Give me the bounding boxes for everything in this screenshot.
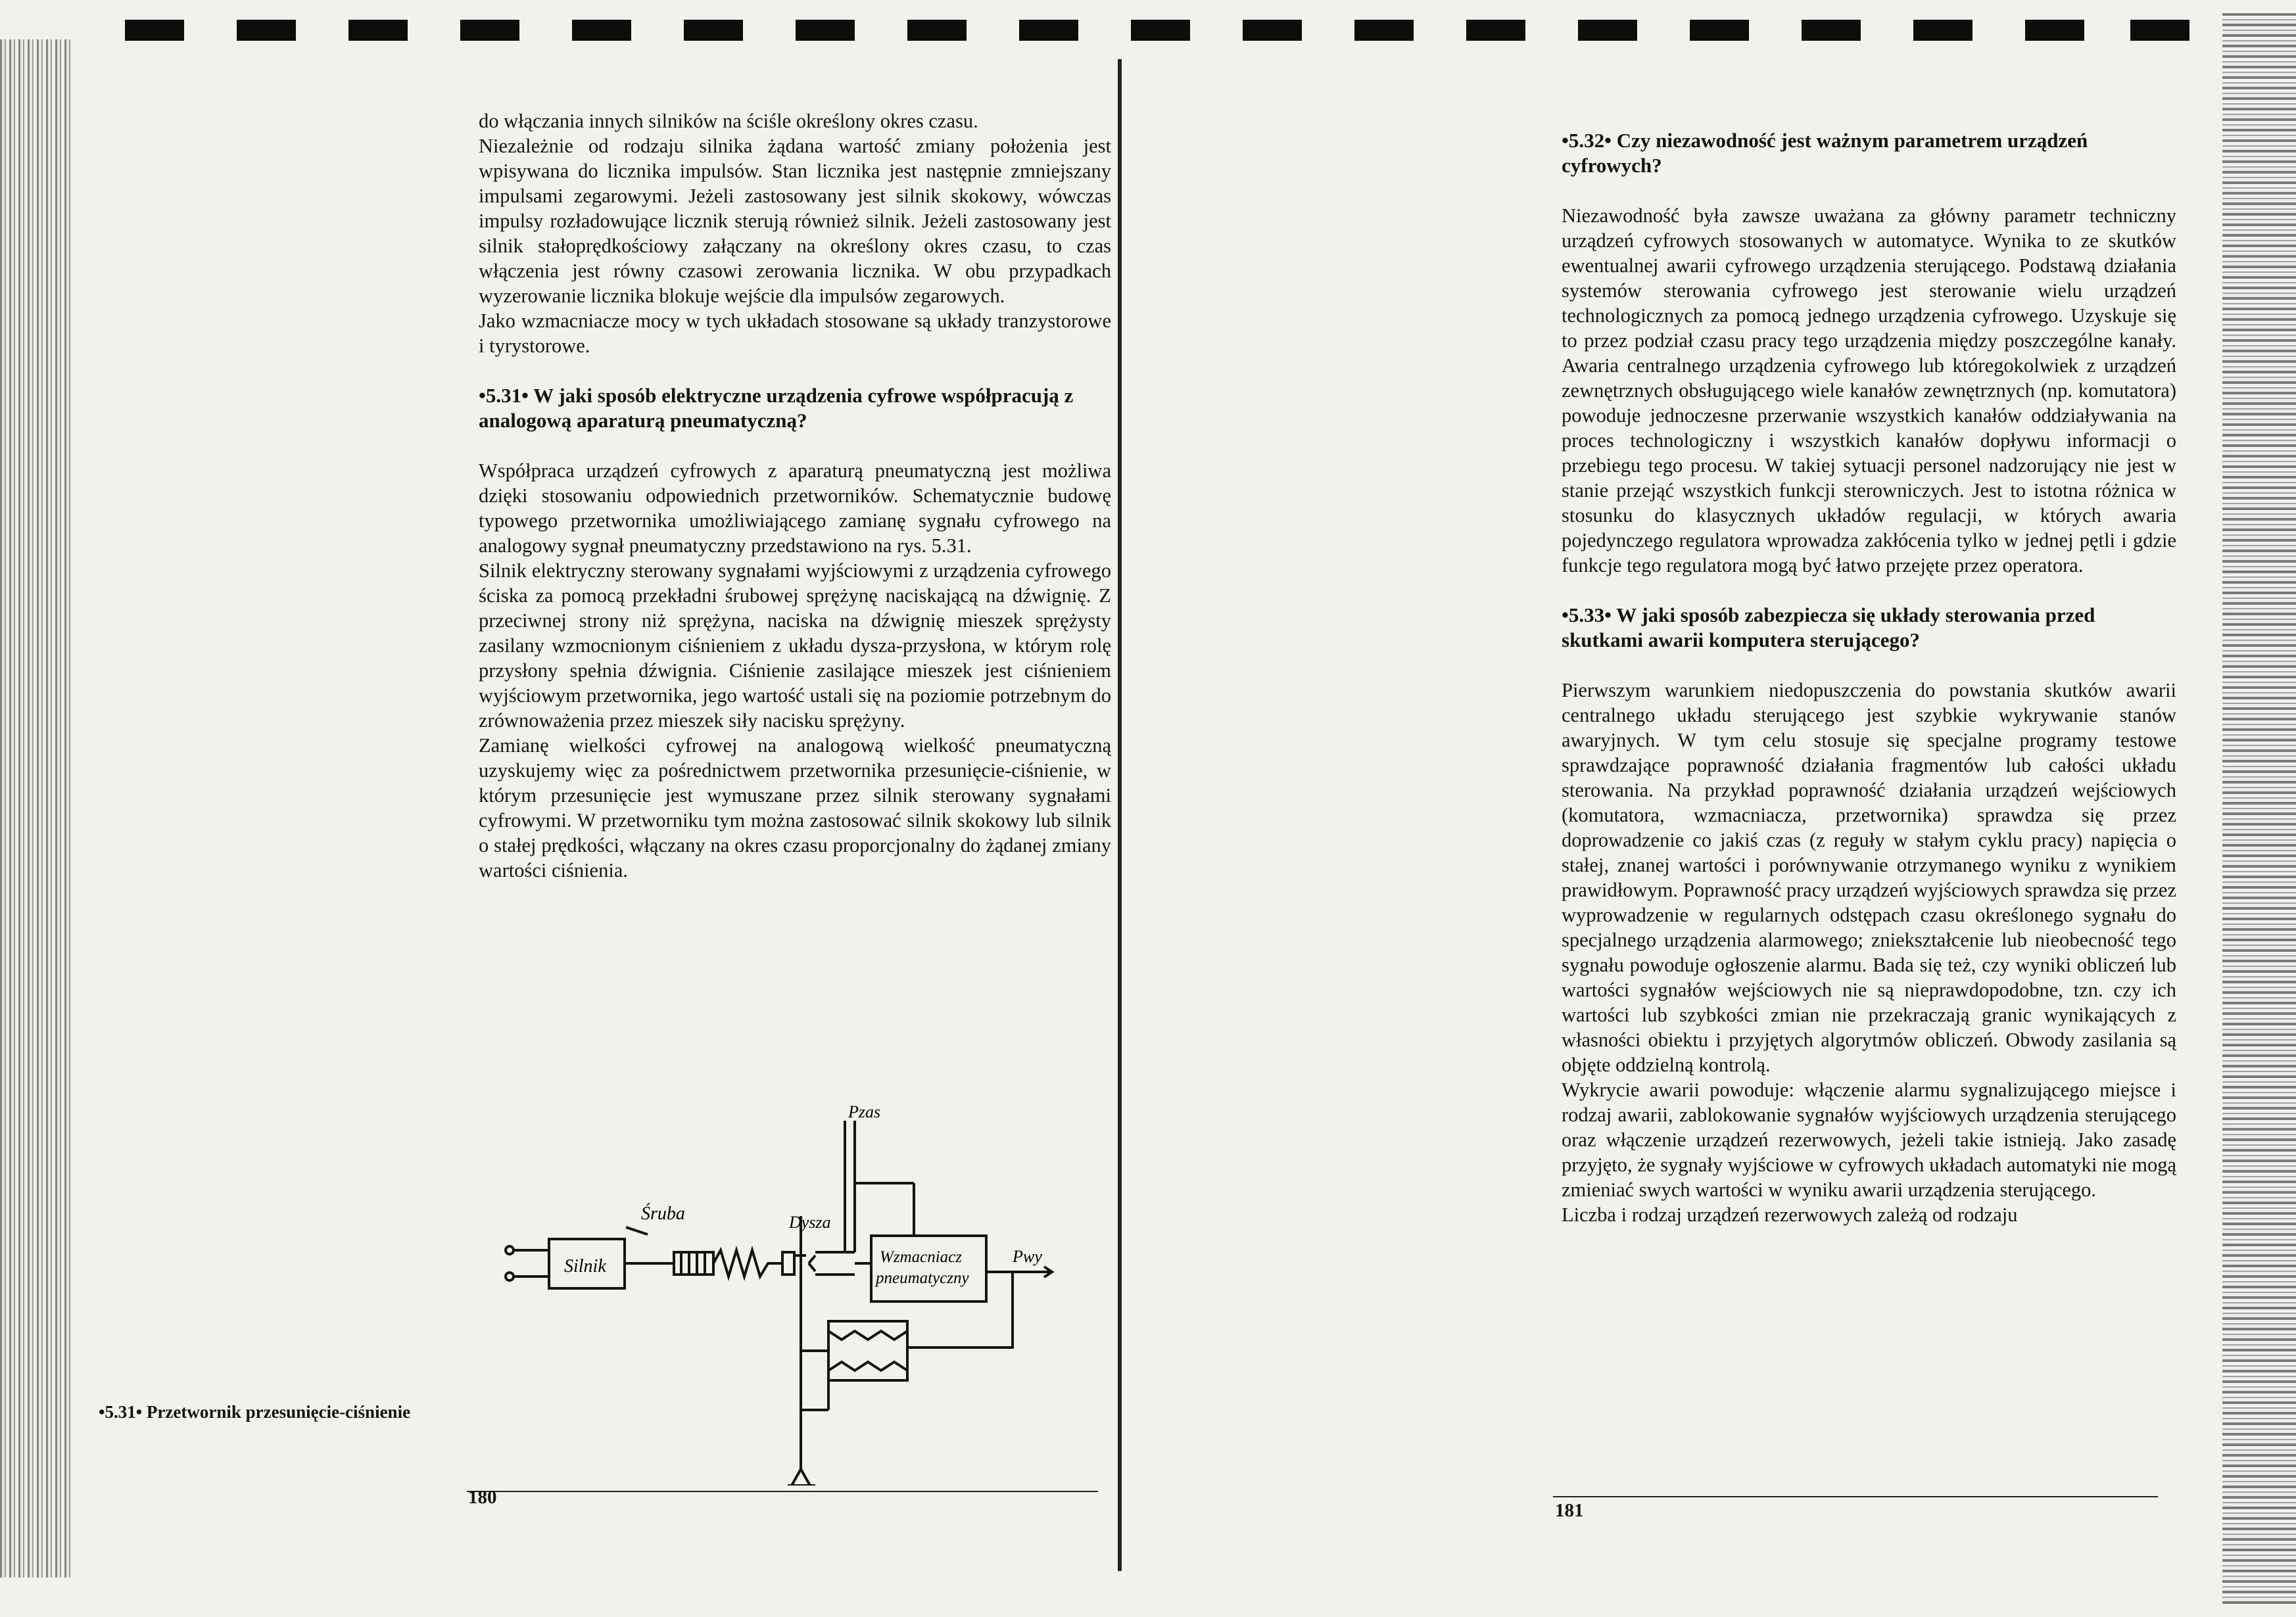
- footer-rule-left: [467, 1491, 1098, 1492]
- paragraph: Pierwszym warunkiem niedopuszczenia do powstania skutków awarii centralnego układu sterującego jest szybkie wykrywanie stanów awaryjnych. W tym celu stosuje się specjalne programy testowe sprawdzające poprawność działania fragmentów lub całości układu sterowania. Na przykład poprawność działania urządzeń wejściowych (komutatora, wzmacniacza, przetwornika) sprawdza się przez doprowadzenie co jakiś czas (z reguły w stałym cyklu pracy) napięcia o stałej, znanej wartości i porównywanie otrzymanego wyniku z wynikiem prawidłowym. Poprawność pracy urządzeń wyjściowych sprawdza się przez wyprowadzenie w regularnych odstępach czasu określonego sygnału do specjalnego urządzenia alarmowego; zniekształcenie lub nieobecność tego sygnału powoduje ogłoszenie alarmu. Bada się też, czy wyniki obliczeń lub wartości sygnałów wejściowych nie są nieprawdopodobne, tzn. czy ich wartości lub szybkości zmian nie przekraczają granic wynikających z własności obiektu i przyjętych algorytmów obliczeń. Obwody zasilania są objęte oddzielną kontrolą.: [1562, 679, 2176, 1076]
- label-sruba: Śruba: [641, 1204, 685, 1224]
- label-p-wy: Pwy: [1013, 1247, 1042, 1266]
- label-dysza: Dysza: [789, 1213, 831, 1232]
- section-heading-5-31: •5.31• W jaki sposób elektryczne urządzenia cyfrowe współpracują z analogową aparaturą pneumatyczną?: [479, 384, 1074, 432]
- label-p-zas: Pzas: [848, 1104, 881, 1121]
- paragraph: Jako wzmacniacze mocy w tych układach stosowane są układy tranzystorowe i tyrystorowe.: [479, 310, 1111, 357]
- figure-5-31-diagram: [487, 1104, 1118, 1486]
- footer-rule-right: [1553, 1496, 2158, 1497]
- section-heading-5-33: •5.33• W jaki sposób zabezpiecza się układy sterowania przed skutkami awarii komputera sterującego?: [1562, 603, 2095, 651]
- paragraph: Wykrycie awarii powoduje: włączenie alarmu sygnalizującego miejsce i rodzaj awarii, zablokowanie sygnałów wyjściowych urządzenia sterującego oraz włączenie urządzeń rezerwowych, jeżeli takie istnieją. Jako zasadę przyjęto, że sygnały wyjściowe w cyfrowych układach automatyki nie mogą zmieniać swych wartości w wyniku awarii urządzenia sterującego.: [1562, 1079, 2176, 1201]
- paragraph: Niezależnie od rodzaju silnika żądana wartość zmiany położenia jest wpisywana do licznika impulsów. Stan licznika jest następnie zmniejszany impulsami zegarowymi. Jeżeli zastosowany jest silnik skokowy, wówczas impulsy rozładowujące licznik sterują również silnik. Jeżeli zastosowany jest silnik stałoprędkościowy załączany na określony okres czasu, to czas włączenia jest równy czasowi zerowania licznika. W obu przypadkach wyzerowanie licznika blokuje wejście dla impulsów zegarowych.: [479, 135, 1111, 307]
- scan-edge-right: [2222, 13, 2296, 1604]
- paragraph: Niezawodność była zawsze uważana za główny parametr techniczny urządzeń cyfrowych stosowanych w automatyce. Wynika to ze skutków ewentualnej awarii cyfrowego urządzenia sterującego. Podstawą działania systemów sterowania cyfrowego jest sterowanie wielu urządzeń technologicznych za pomocą jednego urządzenia cyfrowego. Uzyskuje się to przez podział czasu pracy tego urządzenia między poszczególne kanały. Awaria centralnego urządzenia cyfrowego lub któregokolwiek z urządzeń zewnętrznych obsługującego wiele kanałów zewnętrznych (np. komutatora) powoduje jednoczesne przerwanie wszystkich kanałów oddziaływania na proces technologiczny i wszystkich kanałów dopływu informacji o przebiegu tego procesu. W takiej sytuacji personel nadzorujący nie jest w stanie przejąć wszystkich funkcji sterowniczych. Jest to istotna różnica w stosunku do klasycznych układów regulacji, w których awaria pojedynczego regulatora wprowadza zakłócenia tylko w jednej pętli i gdzie funkcje tego regulatora mogą być łatwo przejęte przez operatora.: [1562, 204, 2176, 576]
- paragraph: Silnik elektryczny sterowany sygnałami wyjściowymi z urządzenia cyfrowego ściska za pomocą przekładni śrubowej sprężynę naciskającą na dźwignię. Z przeciwnej strony niż sprężyna, naciska na dźwignię mieszek sprężysty zasilany wzmocnionym ciśnieniem z układu dysza-przysłona, w którym rolę przysłony spełnia dźwignia. Ciśnienie zasilające mieszek jest ciśnieniem wyjściowym przetwornika, jego wartość ustali się na poziomie potrzebnym do zrównoważenia przez mieszek siły nacisku sprężyny.: [479, 559, 1111, 732]
- paragraph: Liczba i rodzaj urządzeń rezerwowych zależą od rodzaju: [1562, 1204, 2018, 1226]
- page-number-right: 181: [1555, 1500, 1584, 1521]
- scan-edge-left: [0, 39, 72, 1578]
- page-number-left: 180: [468, 1487, 497, 1508]
- book-gutter: [1118, 59, 1122, 1571]
- right-page-column: [1562, 128, 2176, 1227]
- paragraph: Współpraca urządzeń cyfrowych z aparaturą pneumatyczną jest możliwa dzięki stosowaniu odpowiednich przetworników. Schematycznie budowę typowego przetwornika umożliwiającego zamianę sygnału cyfrowego na analogowy sygnał pneumatyczny przedstawiono na rys. 5.31.: [479, 459, 1111, 557]
- label-wzmacniacz-1: Wzmacniacz: [880, 1248, 962, 1266]
- paragraph: do włączania innych silników na ściśle określony okres czasu.: [479, 110, 978, 132]
- label-silnik: Silnik: [564, 1256, 606, 1277]
- label-wzmacniacz-2: pneumatyczny: [876, 1269, 969, 1287]
- paragraph: Zamianę wielkości cyfrowej na analogową wielkość pneumatyczną uzyskujemy więc za pośrednictwem przetwornika przesunięcie-ciśnienie, w którym przesunięcie jest wymuszane przez silnik sterowany sygnałami cyfrowymi. W przetworniku tym można zastosować silnik skokowy lub silnik o stałej prędkości, włączany na okres czasu proporcjonalny do żądanej zmiany wartości ciśnienia.: [479, 734, 1111, 881]
- figure-caption: •5.31• Przetwornik przesunięcie-ciśnienie: [99, 1402, 411, 1422]
- section-heading-5-32: •5.32• Czy niezawodność jest ważnym parametrem urządzeń cyfrowych?: [1562, 129, 2088, 177]
- left-page-column: [479, 108, 1111, 883]
